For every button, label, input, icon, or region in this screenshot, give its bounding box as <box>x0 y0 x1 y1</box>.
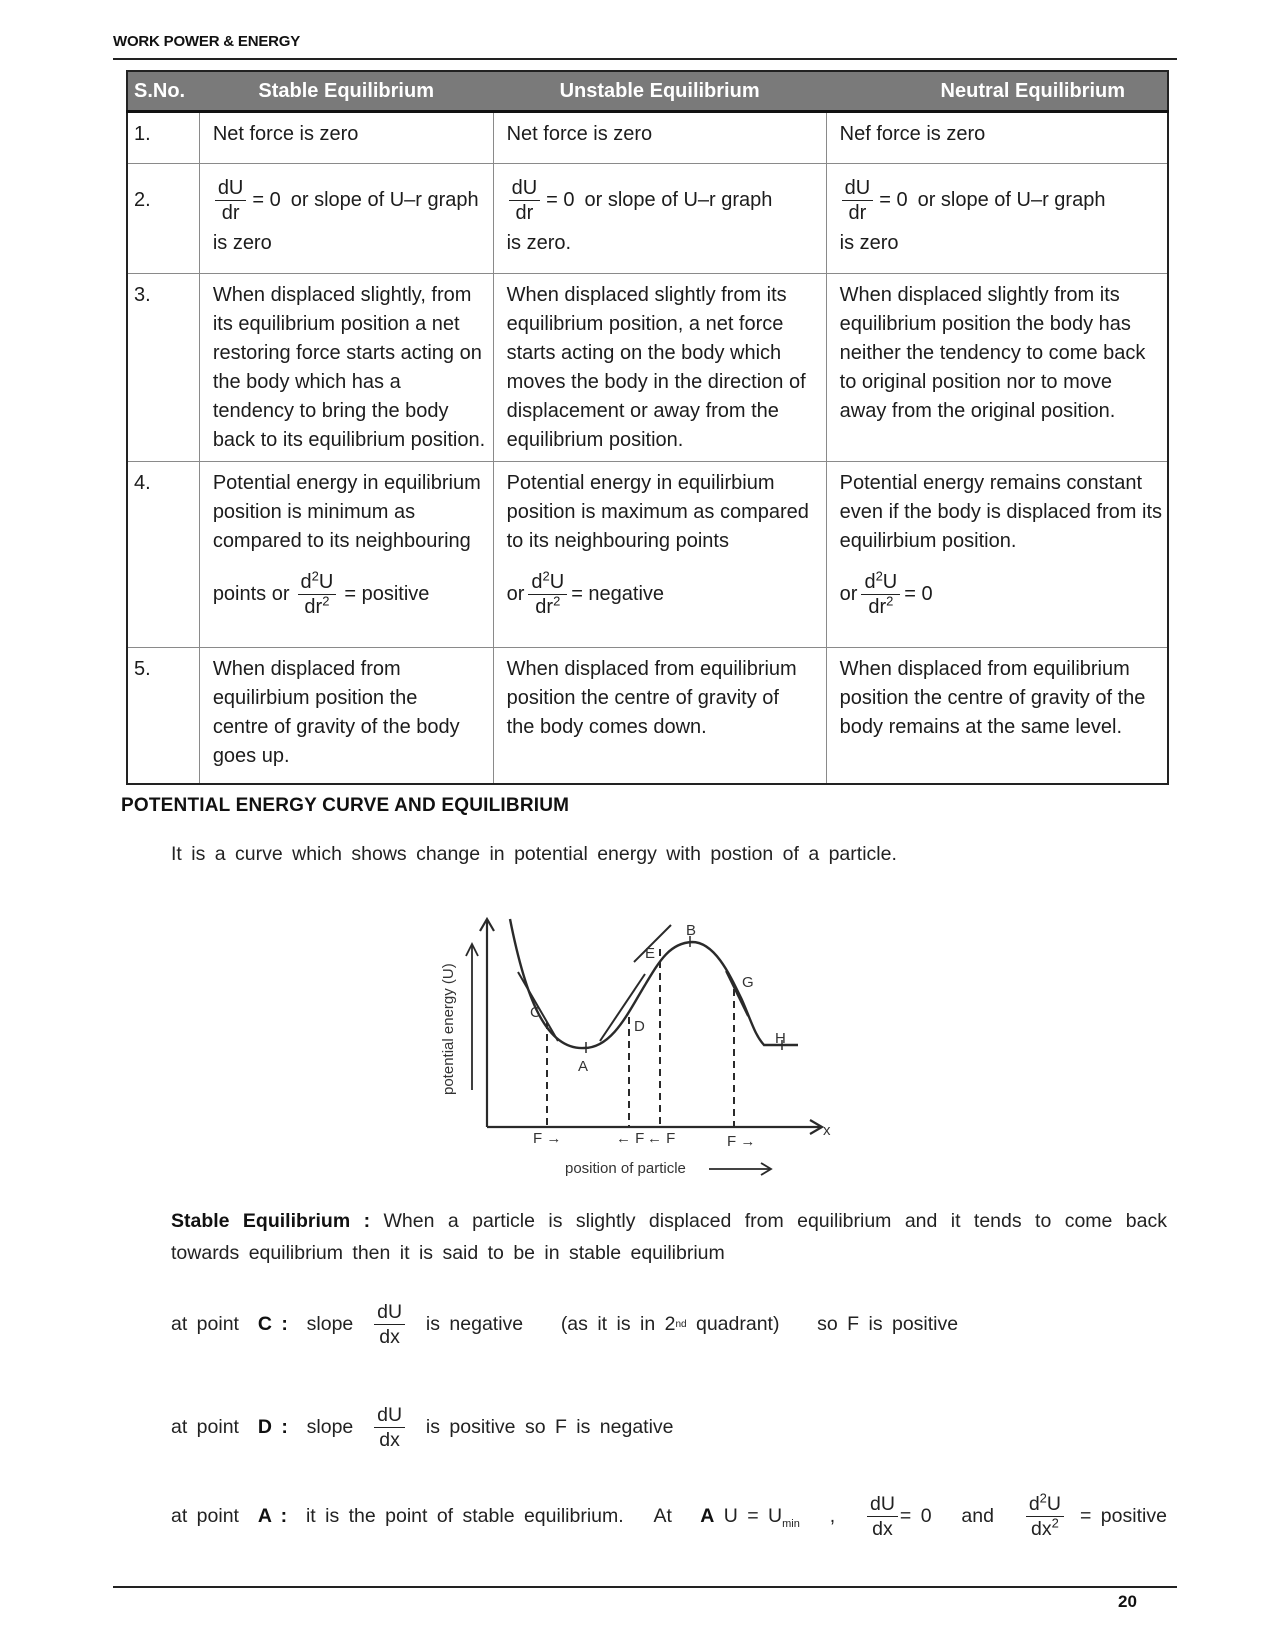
denominator: dx <box>1030 1518 1052 1540</box>
stable-equilibrium-definition <box>171 1205 1167 1269</box>
subscript-min: min <box>782 1517 800 1530</box>
cell-neutral: When displaced slightly from its equilibrium position the body has neither the tendency to come back to original position nor to move away from the original position. <box>826 274 1168 462</box>
force-label-c: F → <box>533 1130 562 1147</box>
row-number: 3. <box>127 274 199 462</box>
numerator: dU <box>509 176 541 201</box>
equals-zero: = 0 <box>899 1505 932 1527</box>
section-title: POTENTIAL ENERGY CURVE AND EQUILIBRIUM <box>121 795 570 816</box>
table-header-row <box>127 71 1168 112</box>
definition-text: When a particle is slightly displaced from equilibrium and it tends to come back towards equilibrium then it is said to be in stable equilibrium <box>171 1210 1167 1264</box>
point-label-c: C <box>530 1004 541 1021</box>
cell-tail: is zero <box>212 232 272 254</box>
row-number: 4. <box>127 462 199 648</box>
point-label: A <box>700 1505 715 1527</box>
formula-prefix: points or <box>212 583 290 605</box>
superscript: 2 <box>875 568 883 584</box>
denominator: dx <box>872 1518 893 1540</box>
column-header-stable: Stable Equilibrium <box>199 71 493 112</box>
force-label-g: F → <box>727 1133 756 1150</box>
row-number <box>127 164 199 274</box>
cell-stable: When displaced from equilirbium position the centre of gravity of the body goes up. <box>199 648 493 784</box>
second-derivative-formula <box>840 570 1163 619</box>
footer-rule <box>113 1586 1177 1588</box>
numerator: d <box>864 571 876 593</box>
cell-tail: is zero. <box>506 232 572 254</box>
cell-unstable: When displaced from equilibrium position the centre of gravity of the body comes down. <box>493 648 826 784</box>
superscript: 2 <box>553 593 561 609</box>
superscript: 2 <box>1039 1490 1047 1506</box>
fraction <box>215 176 247 225</box>
running-title: WORK POWER & ENERGY <box>113 33 301 50</box>
cell-stable <box>199 164 493 274</box>
cell-stable: When displaced slightly, from its equilibrium position a net restoring force starts acting on the body which has a tendency to bring the body back to its equilibrium position. <box>199 274 493 462</box>
numerator-tail: U <box>882 571 898 593</box>
statement-text: is negative <box>425 1313 524 1335</box>
point-label-b: B <box>686 922 697 939</box>
equals-zero: = 0 <box>879 188 908 211</box>
formula-result: = positive <box>344 583 430 605</box>
point-c-statement: at point C : slope $\frac{dU}{dx}$ is negative (as it is in 2 nd quadrant) so F is positive <box>171 1301 959 1348</box>
formula-prefix: or <box>506 583 525 605</box>
slope-word: slope <box>306 1416 354 1438</box>
u-equals: U = U <box>723 1505 783 1527</box>
denominator: dr <box>535 596 554 618</box>
formula-result: = negative <box>571 583 665 605</box>
point-label-d: D <box>634 1018 645 1035</box>
fraction <box>374 1403 405 1452</box>
row-number-label: 2. <box>134 188 151 211</box>
denominator: dr <box>848 201 867 224</box>
table-row <box>127 274 1168 462</box>
statement-text: is positive so F is negative <box>425 1416 674 1438</box>
formula-tail: or slope of U–r graph <box>290 188 479 211</box>
denominator: dx <box>379 1429 400 1451</box>
fraction <box>298 570 337 619</box>
force-label-d: ← F <box>616 1130 645 1147</box>
numerator-tail: U <box>549 571 565 593</box>
formula-tail: or slope of U–r graph <box>917 188 1106 211</box>
superscript: 2 <box>1051 1515 1059 1531</box>
statement-prefix: at point <box>171 1313 239 1335</box>
definition-term: Stable Equilibrium : <box>171 1210 371 1232</box>
numerator: dU <box>374 1300 405 1325</box>
point-label: A : <box>257 1505 288 1527</box>
derivative-formula <box>840 171 1154 229</box>
column-header-sno: S.No. <box>127 71 199 112</box>
section-intro: It is a curve which shows change in potential energy with postion of a particle. <box>171 843 897 865</box>
derivative-formula <box>507 171 813 229</box>
cell-unstable: Net force is zero <box>493 112 826 164</box>
fraction <box>374 1300 405 1349</box>
denominator: dx <box>379 1326 400 1348</box>
cell-text: Potential energy in equilirbium position is maximum as compared to its neighbouring points <box>506 472 809 552</box>
fraction <box>842 176 874 225</box>
denominator: dr <box>515 201 534 224</box>
equals-zero: = 0 <box>252 188 281 211</box>
numerator: d <box>300 571 312 593</box>
page-number: 20 <box>1118 1592 1137 1611</box>
point-label-a: A <box>578 1058 589 1075</box>
numerator: d <box>531 571 543 593</box>
point-d-statement <box>171 1403 674 1452</box>
header-rule <box>113 58 1177 60</box>
statement-text: (as it is in 2 <box>560 1313 676 1335</box>
row-number: 5. <box>127 648 199 784</box>
cell-unstable <box>493 462 826 648</box>
table-row <box>127 112 1168 164</box>
equilibrium-comparison-table <box>126 70 1169 785</box>
second-derivative-formula <box>507 570 820 619</box>
y-axis-label: potential energy (U) <box>440 963 457 1095</box>
fraction <box>867 1492 898 1541</box>
superscript: 2 <box>322 593 330 609</box>
fraction <box>1026 1492 1064 1541</box>
cell-stable <box>199 462 493 648</box>
potential-curve <box>510 919 798 1048</box>
x-caption: position of particle <box>565 1160 686 1177</box>
superscript: 2 <box>542 568 550 584</box>
column-header-neutral: Neutral Equilibrium <box>826 71 1168 112</box>
force-label-e: ← F <box>647 1130 676 1147</box>
cell-tail: is zero <box>839 232 899 254</box>
x-axis-label: x <box>823 1122 831 1139</box>
cell-unstable <box>493 164 826 274</box>
point-label-e: E <box>645 945 656 962</box>
potential-energy-curve-figure <box>430 905 850 1180</box>
statement-prefix: at point <box>171 1505 239 1527</box>
statement-text: so F is positive <box>817 1313 959 1335</box>
numerator: dU <box>867 1492 898 1517</box>
cell-stable: Net force is zero <box>199 112 493 164</box>
numerator: d <box>1028 1493 1040 1515</box>
cell-text: Potential energy in equilibrium position is minimum as compared to its neighbouring <box>212 472 481 552</box>
statement-prefix: at point <box>171 1416 239 1438</box>
equals-zero: = 0 <box>546 188 575 211</box>
cell-text: Potential energy remains constant even if the body is displaced from its equilirbium position. <box>839 472 1163 552</box>
denominator: dr <box>304 596 323 618</box>
numerator: dU <box>374 1403 405 1428</box>
cell-neutral: Nef force is zero <box>826 112 1168 164</box>
denominator: dr <box>221 201 240 224</box>
denominator: dr <box>868 596 887 618</box>
numerator-tail: U <box>1046 1493 1061 1515</box>
cell-neutral: When displaced from equilibrium position the centre of gravity of the body remains at the same level. <box>826 648 1168 784</box>
formula-prefix: or <box>839 583 858 605</box>
slope-word: slope <box>306 1313 354 1335</box>
formula-result: = 0 <box>904 583 933 605</box>
superscript: 2 <box>311 568 319 584</box>
comma: , <box>829 1505 836 1527</box>
superscript: 2 <box>886 593 894 609</box>
numerator: dU <box>842 176 874 201</box>
cell-neutral <box>826 164 1168 274</box>
point-label-h: H <box>775 1030 786 1047</box>
and-word: and <box>961 1505 994 1527</box>
formula-result: = positive <box>1080 1505 1167 1527</box>
statement-text: At <box>653 1505 672 1527</box>
column-header-unstable: Unstable Equilibrium <box>493 71 826 112</box>
point-label: D : <box>257 1416 288 1438</box>
derivative-formula <box>213 171 480 229</box>
cell-neutral <box>826 462 1168 648</box>
statement-text: quadrant) <box>695 1313 780 1335</box>
cell-unstable: When displaced slightly from its equilibrium position, a net force starts acting on the body which moves the body in the direction of displacement or away from the equilibrium position. <box>493 274 826 462</box>
row-number: 1. <box>127 112 199 164</box>
formula-tail: or slope of U–r graph <box>584 188 773 211</box>
fraction <box>509 176 541 225</box>
numerator: dU <box>215 176 247 201</box>
table-row <box>127 164 1168 274</box>
statement-text: it is the point of stable equilibrium. <box>305 1505 624 1527</box>
second-derivative-formula <box>213 570 487 619</box>
point-a-statement <box>171 1492 1167 1541</box>
point-label: C : <box>257 1313 288 1335</box>
table-row <box>127 648 1168 784</box>
numerator-tail: U <box>318 571 334 593</box>
table-row <box>127 462 1168 648</box>
fraction <box>861 570 900 619</box>
fraction <box>528 570 567 619</box>
point-label-g: G <box>742 974 754 991</box>
